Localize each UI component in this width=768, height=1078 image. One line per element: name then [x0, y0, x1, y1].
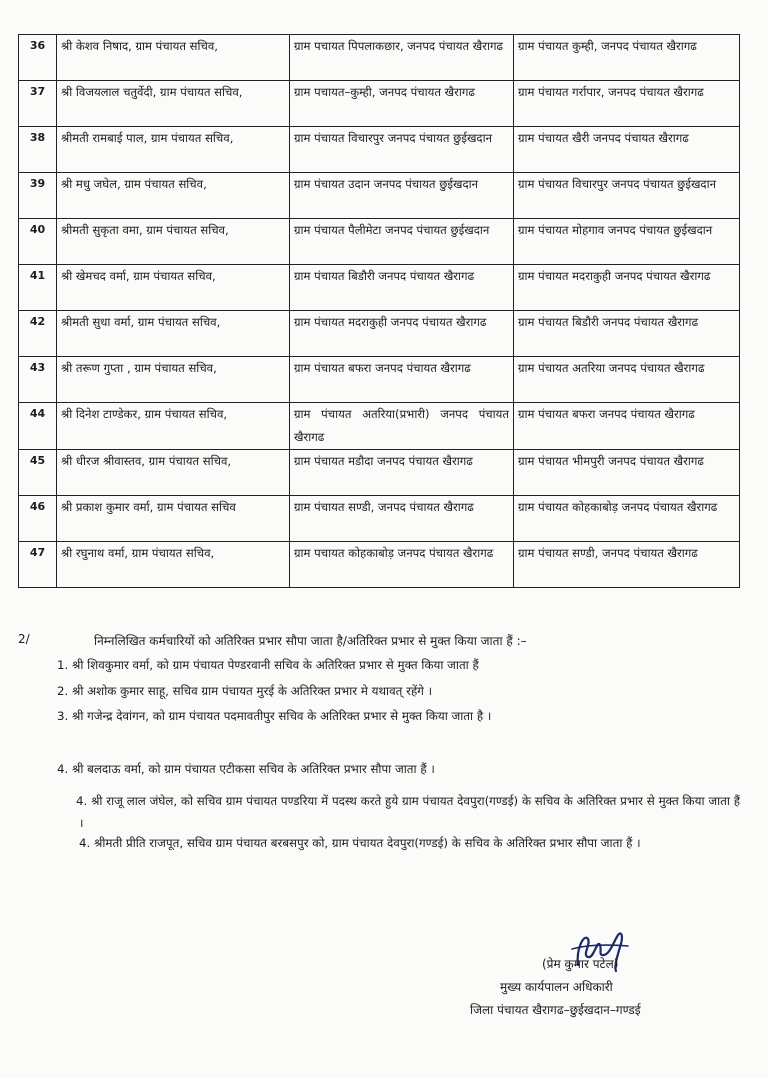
from-panchayat-cell: ग्राम पंचायत मदराकुही जनपद पंचायत खैरागढ [290, 311, 514, 357]
to-panchayat-cell: ग्राम पंचायत कोहकाबोड़ जनपद पंचायत खैरागढ [514, 496, 740, 542]
from-panchayat-cell: ग्राम पंचायत बिडौरी जनपद पंचायत खैरागढ [290, 265, 514, 311]
from-panchayat-cell: ग्राम पचायत–कुम्ही, जनपद पंचायत खैरागढ [290, 81, 514, 127]
from-panchayat-cell: ग्राम पंचायत मडौदा जनपद पंचायत खैरागढ [290, 450, 514, 496]
section-number: 2/ [18, 632, 30, 646]
employee-name-cell: श्री धीरज श्रीवास्तव, ग्राम पंचायत सचिव, [57, 450, 290, 496]
serial-number-cell: 42 [19, 311, 57, 357]
table-row [19, 403, 740, 450]
charge-item: 2. श्री अशोक कुमार साहू, सचिव ग्राम पंचायत मुरई के अतिरिक्त प्रभार मे यथावत् रहेंगे । [57, 684, 433, 698]
to-panchayat-cell: ग्राम पंचायत सण्डी, जनपद पंचायत खैरागढ [514, 542, 740, 588]
table-row [19, 219, 740, 265]
signatory-title: मुख्य कार्यपालन अधिकारी [500, 980, 613, 994]
serial-number-cell: 37 [19, 81, 57, 127]
charge-item: 3. श्री गजेन्द्र देवांगन, को ग्राम पंचायत पदमावतीपुर सचिव के अतिरिक्त प्रभार से मुक्त किया जाता है । [57, 709, 492, 723]
from-panchayat-cell: ग्राम पंचायत पैलीमेटा जनपद पंचायत छुईखदान [290, 219, 514, 265]
to-panchayat-cell: ग्राम पंचायत मदराकुही जनपद पंचायत खैरागढ [514, 265, 740, 311]
to-panchayat-cell: ग्राम पंचायत गर्रापार, जनपद पंचायत खैरागढ [514, 81, 740, 127]
serial-number-cell: 41 [19, 265, 57, 311]
table-row [19, 311, 740, 357]
to-panchayat-cell: ग्राम पंचायत विचारपुर जनपद पंचायत छुईखदान [514, 173, 740, 219]
to-panchayat-cell: ग्राम पंचायत कुम्ही, जनपद पंचायत खैरागढ [514, 35, 740, 81]
serial-number-cell: 47 [19, 542, 57, 588]
table-row [19, 450, 740, 496]
employee-name-cell: श्री केशव निषाद, ग्राम पंचायत सचिव, [57, 35, 290, 81]
table-row [19, 542, 740, 588]
from-panchayat-cell: ग्राम पंचायत बफरा जनपद पंचायत खैरागढ [290, 357, 514, 403]
employee-name-cell: श्री तरूण गुप्ता , ग्राम पंचायत सचिव, [57, 357, 290, 403]
to-panchayat-cell: ग्राम पंचायत भीमपुरी जनपद पंचायत खैरागढ [514, 450, 740, 496]
table-row [19, 81, 740, 127]
employee-name-cell: श्रीमती सुकृता वमा, ग्राम पंचायत सचिव, [57, 219, 290, 265]
from-panchayat-cell: ग्राम पचायत कोहकाबोड़ जनपद पंचायत खैरागढ [290, 542, 514, 588]
employee-name-cell: श्री विजयलाल चतुर्वेदी, ग्राम पंचायत सचिव, [57, 81, 290, 127]
table-row [19, 265, 740, 311]
to-panchayat-cell: ग्राम पंचायत बिडौरी जनपद पंचायत खैरागढ [514, 311, 740, 357]
serial-number-cell: 39 [19, 173, 57, 219]
charge-item: 4. श्री बलदाऊ वर्मा, को ग्राम पंचायत एटीकसा सचिव के अतिरिक्त प्रभार सौपा जाता हैं । [57, 762, 435, 776]
to-panchayat-cell: ग्राम पंचायत खैरी जनपद पंचायत खैरागढ [514, 127, 740, 173]
signatory-name: (प्रेम कुमार पटेल) [542, 957, 619, 971]
transfer-table [18, 34, 740, 588]
to-panchayat-cell: ग्राम पंचायत बफरा जनपद पंचायत खैरागढ [514, 403, 740, 450]
from-panchayat-cell: ग्राम पचायत पिपलाकछार, जनपद पंचायत खैरागढ [290, 35, 514, 81]
employee-name-cell: श्री मधु जघेल, ग्राम पंचायत सचिव, [57, 173, 290, 219]
from-panchayat-cell: ग्राम पंचायत उदान जनपद पंचायत छुईखदान [290, 173, 514, 219]
from-panchayat-cell: ग्राम पंचायत विचारपुर जनपद पंचायत छुईखदान [290, 127, 514, 173]
charge-item: 4. श्रीमती प्रीति राजपूत, सचिव ग्राम पंचायत बरबसपुर को, ग्राम पंचायत देवपुरा(गण्डई) के सचिव के अतिरिक्त प्रभार सौपा जाता हैं । [79, 836, 641, 850]
serial-number-cell: 46 [19, 496, 57, 542]
employee-name-cell: श्री प्रकाश कुमार वर्मा, ग्राम पंचायत सचिव [57, 496, 290, 542]
table-row [19, 173, 740, 219]
from-panchayat-cell: ग्राम पंचायत अतरिया(प्रभारी) जनपद पंचायत खैरागढ [290, 403, 514, 450]
serial-number-cell: 44 [19, 403, 57, 450]
employee-name-cell: श्री खेमचद वर्मा, ग्राम पंचायत सचिव, [57, 265, 290, 311]
serial-number-cell: 38 [19, 127, 57, 173]
charge-item: 4. श्री राजू लाल जंघेल, को सचिव ग्राम पंचायत पण्डरिया में पदस्थ करते हुये ग्राम पंचायत देवपुरा(गण्डई) के सचिव के अतिरिक्त प्रभार से मुक्त किया जाता हैं । [76, 794, 740, 830]
to-panchayat-cell: ग्राम पंचायत मोहगाव जनपद पंचायत छुईखदान [514, 219, 740, 265]
to-panchayat-cell: ग्राम पंचायत अतरिया जनपद पंचायत खैरागढ [514, 357, 740, 403]
employee-name-cell: श्री रघुनाथ वर्मा, ग्राम पंचायत सचिव, [57, 542, 290, 588]
serial-number-cell: 40 [19, 219, 57, 265]
from-panchayat-cell: ग्राम पंचायत सण्डी, जनपद पंचायत खैरागढ [290, 496, 514, 542]
serial-number-cell: 43 [19, 357, 57, 403]
table-row [19, 357, 740, 403]
employee-name-cell: श्रीमती सुधा वर्मा, ग्राम पंचायत सचिव, [57, 311, 290, 357]
table-row [19, 35, 740, 81]
section-intro: निम्नलिखित कर्मचारियों को अतिरिक्त प्रभार सौपा जाता है/अतिरिक्त प्रभार से मुक्त किया जाता हैं :– [94, 634, 527, 648]
serial-number-cell: 36 [19, 35, 57, 81]
serial-number-cell: 45 [19, 450, 57, 496]
employee-name-cell: श्रीमती रामबाई पाल, ग्राम पंचायत सचिव, [57, 127, 290, 173]
charge-item: 1. श्री शिवकुमार वर्मा, को ग्राम पंचायत पेण्डरवानी सचिव के अतिरिक्त प्रभार से मुक्त किया जाता हैं [57, 658, 479, 672]
table-row [19, 127, 740, 173]
table-row [19, 496, 740, 542]
employee-name-cell: श्री दिनेश टाण्डेकर, ग्राम पंचायत सचिव, [57, 403, 290, 450]
signatory-office: जिला पंचायत खैरागढ–छुईखदान–गण्डई [470, 1003, 641, 1017]
